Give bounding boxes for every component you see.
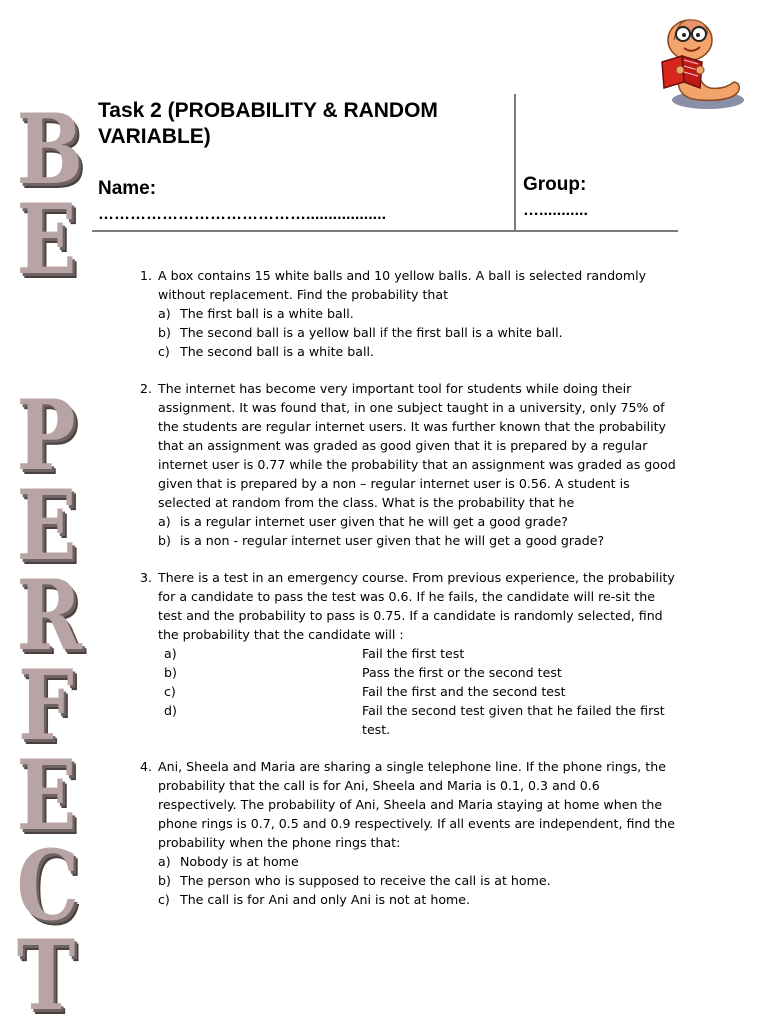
part-letter: b)	[164, 665, 177, 680]
side-letter: E	[16, 469, 77, 582]
side-letter: T	[16, 919, 76, 1032]
part-text: Pass the first or the second test	[362, 665, 562, 680]
part-letter: d)	[164, 703, 177, 718]
side-letter: C	[16, 829, 80, 942]
question-part	[158, 890, 680, 909]
side-letter: P	[16, 379, 76, 492]
part-letter: a)	[158, 306, 171, 321]
part-text: The second ball is a yellow ball if the first ball is a white ball.	[180, 325, 563, 340]
part-text: is a regular internet user given that he will get a good grade?	[180, 514, 568, 529]
side-letter: F	[18, 649, 74, 762]
part-text: is a non - regular internet user given that he will get a good grade?	[180, 533, 605, 548]
question-number: 2.	[139, 381, 152, 396]
part-letter: a)	[164, 646, 177, 661]
question-list	[132, 266, 680, 927]
part-letter: c)	[158, 344, 170, 359]
question-part	[158, 531, 680, 550]
question-part	[158, 304, 680, 323]
question-part	[158, 871, 680, 890]
header-horizontal-divider	[92, 230, 678, 232]
part-letter: c)	[158, 892, 170, 907]
part-text: Fail the first and the second test	[362, 684, 566, 699]
question-part	[158, 852, 680, 871]
part-letter: b)	[158, 325, 171, 340]
side-letter: R	[16, 559, 82, 672]
part-text: Fail the first test	[362, 646, 465, 661]
question-text: Ani, Sheela and Maria are sharing a single telephone line. If the phone rings, the probability that the call is for Ani, Sheela and Maria is 0.1, 0.3 and 0.6 respectively. The probability of Ani, Sheela and Maria staying at home when the phone rings is 0.7, 0.5 and 0.9 respectively. If all events are independent, find the probability when the phone rings that:	[158, 759, 676, 850]
question-number: 3.	[139, 570, 152, 585]
question-3	[132, 568, 680, 739]
part-text: The call is for Ani and only Ani is not at home.	[180, 892, 471, 907]
question-1	[132, 266, 680, 361]
part-text: The person who is supposed to receive the call is at home.	[180, 873, 551, 888]
header-vertical-divider	[514, 94, 516, 230]
question-parts	[158, 644, 680, 739]
question-number: 4.	[139, 759, 152, 774]
question-2	[132, 379, 680, 550]
part-letter: a)	[158, 514, 171, 529]
group-field: …...........	[523, 202, 588, 219]
question-part	[158, 323, 680, 342]
part-text: The second ball is a white ball.	[180, 344, 375, 359]
question-part	[158, 701, 680, 739]
part-text: Nobody is at home	[180, 854, 299, 869]
name-label: Name:	[98, 178, 157, 199]
question-text: A box contains 15 white balls and 10 yellow balls. A ball is selected randomly without replacement. Find the probability that	[158, 268, 647, 302]
side-letter: B	[16, 93, 84, 206]
side-letter: E	[16, 739, 77, 852]
question-text: There is a test in an emergency course. From previous experience, the probability for a candidate to pass the test was 0.6. If he fails, the candidate will re-sit the test and the probability to pass is 0.75. If a candidate is randomly selected, find the probability that the candidate will :	[158, 570, 675, 642]
part-text: Fail the second test given that he failed the first test.	[362, 703, 665, 737]
question-part	[158, 342, 680, 361]
question-part	[158, 644, 680, 663]
worm-reading-book-icon	[650, 10, 750, 114]
group-label: Group:	[523, 174, 587, 195]
part-letter: a)	[158, 854, 171, 869]
task-title: Task 2 (PROBABILITY & RANDOM VARIABLE)	[98, 99, 438, 148]
question-part	[158, 682, 680, 701]
question-number: 1.	[139, 268, 152, 283]
part-text: The first ball is a white ball.	[180, 306, 354, 321]
question-part	[158, 512, 680, 531]
question-text: The internet has become very important tool for students while doing their assignment. It was found that, in one subject taught in a university, only 75% of the students are regular internet users. It was further known that the probability that an assignment was graded as good given that it is prepared by a regular internet user is 0.77 while the probability that an assignment was graded as good given that is prepared by a non – regular internet user is 0.56. A student is selected at random from the class. What is the probability that he	[158, 381, 676, 510]
question-4	[132, 757, 680, 909]
question-part	[158, 663, 680, 682]
part-letter: b)	[158, 533, 171, 548]
part-letter: c)	[164, 684, 176, 699]
side-decoration	[10, 0, 84, 1032]
side-letter: E	[16, 183, 77, 296]
name-field: …………………………………..................	[98, 206, 387, 223]
part-letter: b)	[158, 873, 171, 888]
